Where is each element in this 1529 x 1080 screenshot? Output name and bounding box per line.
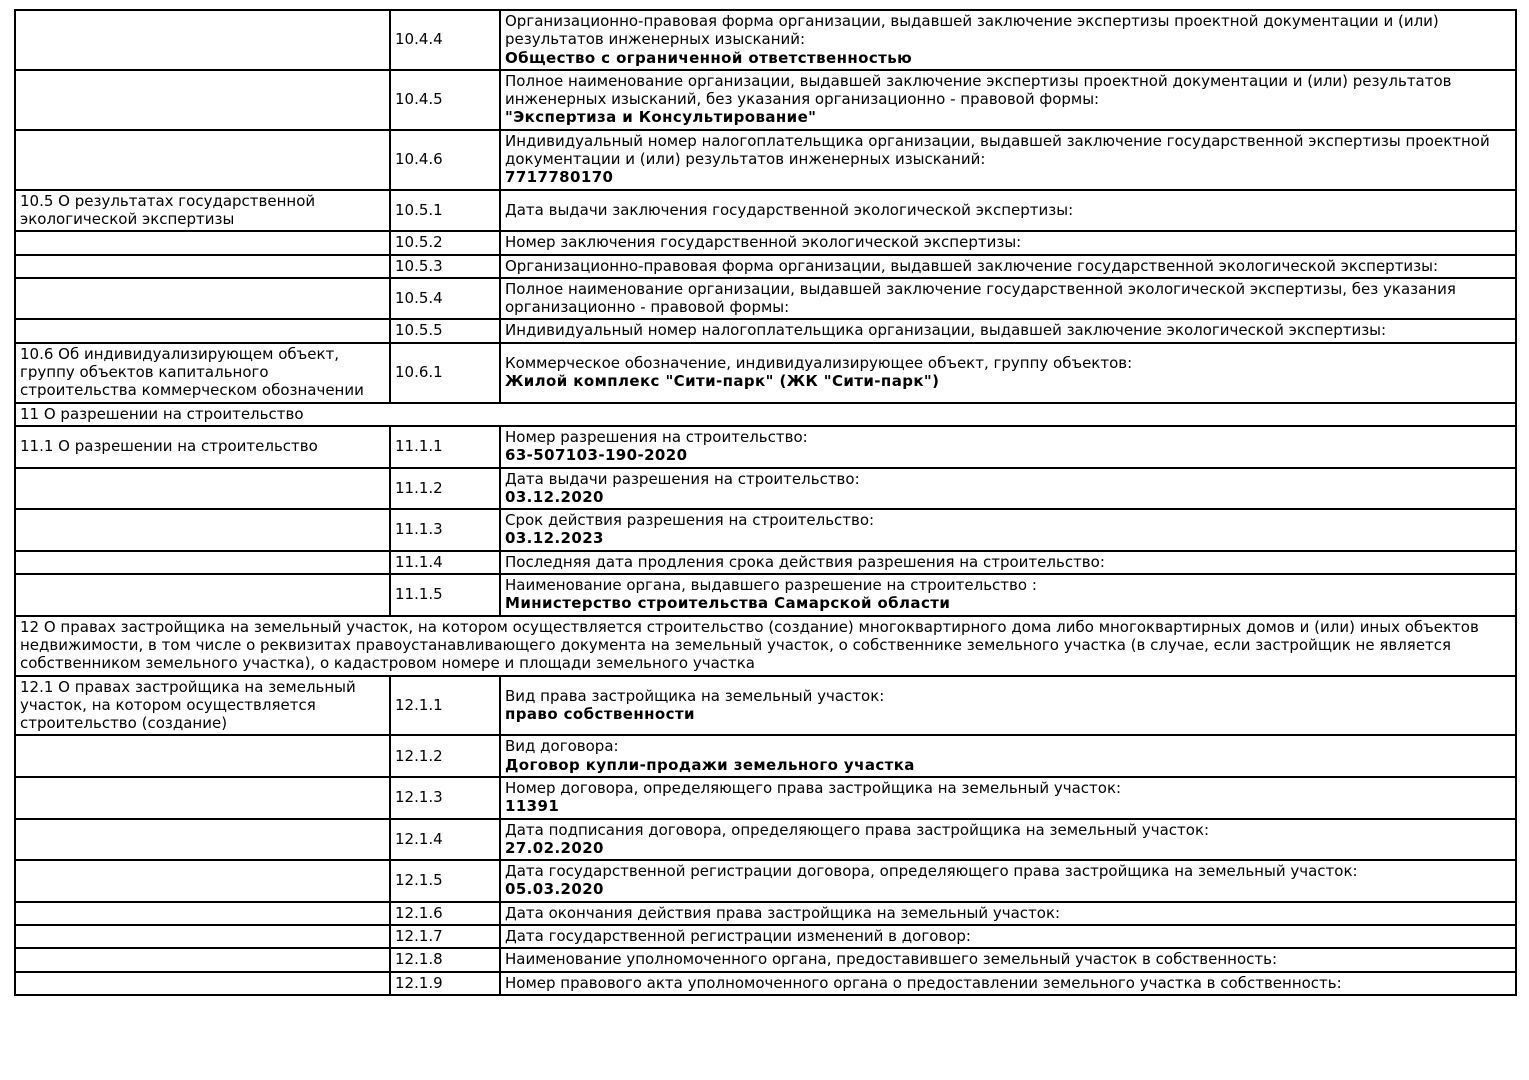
item-number: 10.5.3 [390, 255, 500, 278]
table-row [15, 70, 1516, 130]
table-row [15, 231, 1516, 254]
field-value: "Экспертиза и Консультирование" [505, 108, 817, 127]
section-cell [15, 574, 390, 616]
table-row [15, 190, 1516, 232]
field-value: Общество с ограниченной ответственностью [505, 48, 913, 67]
field-label: Дата подписания договора, определяющего права застройщика на земельный участок: [505, 820, 1210, 839]
section-cell [15, 231, 390, 254]
table-row [15, 10, 1516, 70]
field-label: Дата выдачи заключения государственной экологической экспертизы: [505, 200, 1074, 219]
item-number: 10.5.2 [390, 231, 500, 254]
field-label: Организационно-правовая форма организации, выдавшей заключение экспертизы проектной документации и (или) результатов инженерных изысканий: [505, 12, 1439, 49]
item-number: 11.1.5 [390, 574, 500, 616]
table-row [15, 278, 1516, 320]
table-row [15, 130, 1516, 190]
table-row [15, 255, 1516, 278]
item-number: 10.5.4 [390, 278, 500, 320]
section-cell [15, 948, 390, 971]
field-label: Номер разрешения на строительство: [505, 427, 808, 446]
item-number: 10.4.6 [390, 130, 500, 190]
description-cell [500, 902, 1516, 925]
section-cell [15, 735, 390, 777]
section-cell [15, 278, 390, 320]
description-cell [500, 925, 1516, 948]
table-row [15, 343, 1516, 403]
section-cell [15, 509, 390, 551]
item-number: 12.1.9 [390, 972, 500, 995]
description-cell [500, 130, 1516, 190]
description-cell [500, 777, 1516, 819]
section-cell [15, 10, 390, 70]
section-title: 12 О правах застройщика на земельный участок, на котором осуществляется строительство (создание) многоквартирного дома либо многоквартирных домов и (или) иных объектов недвижимости, в том числе о реквизитах правоустанавливающего документа на земельный участок, о собственнике земельного участка (в случае, если застройщик не является собственником земельного участка), о кадастровом номере и площади земельного участка [15, 616, 1516, 676]
description-cell [500, 860, 1516, 902]
section-cell [15, 972, 390, 995]
field-label: Вид права застройщика на земельный участок: [505, 686, 885, 705]
field-value: 7717780170 [505, 168, 614, 187]
section-cell [15, 70, 390, 130]
table-row [15, 902, 1516, 925]
section-cell: 12.1 О правах застройщика на земельный участок, на котором осуществляется строительство (создание) [15, 676, 390, 736]
description-cell [500, 10, 1516, 70]
item-number: 12.1.3 [390, 777, 500, 819]
description-cell [500, 551, 1516, 574]
description-cell [500, 972, 1516, 995]
field-label: Вид договора: [505, 737, 619, 756]
field-label: Дата государственной регистрации договора, определяющего права застройщика на земельный участок: [505, 862, 1358, 881]
table-row [15, 509, 1516, 551]
item-number: 11.1.1 [390, 426, 500, 468]
description-cell [500, 319, 1516, 342]
description-cell [500, 255, 1516, 278]
field-label: Номер заключения государственной экологической экспертизы: [505, 233, 1022, 252]
field-label: Дата окончания действия права застройщика на земельный участок: [505, 903, 1061, 922]
table-row [15, 860, 1516, 902]
field-value: 27.02.2020 [505, 838, 604, 857]
field-label: Дата выдачи разрешения на строительство: [505, 469, 860, 488]
item-number: 10.4.4 [390, 10, 500, 70]
item-number: 10.5.5 [390, 319, 500, 342]
field-label: Организационно-правовая форма организации, выдавшей заключение государственной экологической экспертизы: [505, 256, 1439, 275]
field-label: Номер правового акта уполномоченного органа о предоставлении земельного участка в собственность: [505, 973, 1342, 992]
declaration-table [14, 9, 1517, 996]
table-row [15, 925, 1516, 948]
section-cell [15, 819, 390, 861]
field-label: Наименование органа, выдавшего разрешение на строительство : [505, 576, 1037, 595]
field-label: Коммерческое обозначение, индивидуализирующее объект, группу объектов: [505, 353, 1133, 372]
item-number: 12.1.8 [390, 948, 500, 971]
field-label: Полное наименование организации, выдавшей заключение экспертизы проектной документации и (или) результатов инженерных изысканий, без указания организационно - правовой формы: [505, 71, 1452, 109]
section-header-row [15, 616, 1516, 676]
item-number: 10.6.1 [390, 343, 500, 403]
section-cell [15, 860, 390, 902]
description-cell [500, 190, 1516, 232]
description-cell [500, 70, 1516, 130]
section-cell [15, 925, 390, 948]
section-cell [15, 319, 390, 342]
item-number: 11.1.2 [390, 468, 500, 510]
description-cell [500, 343, 1516, 403]
table-row [15, 948, 1516, 971]
section-cell [15, 551, 390, 574]
description-cell [500, 231, 1516, 254]
section-cell [15, 777, 390, 819]
field-label: Индивидуальный номер налогоплательщика организации, выдавшей заключение экологической экспертизы: [505, 321, 1387, 340]
item-number: 11.1.3 [390, 509, 500, 551]
item-number: 10.5.1 [390, 190, 500, 232]
description-cell [500, 676, 1516, 736]
section-title: 11 О разрешении на строительство [15, 403, 1516, 426]
item-number: 12.1.2 [390, 735, 500, 777]
section-cell: 10.6 Об индивидуализирующем объект, группу объектов капитального строительства коммерческом обозначении [15, 343, 390, 403]
section-cell [15, 902, 390, 925]
field-value: 11391 [505, 797, 560, 816]
description-cell [500, 948, 1516, 971]
table-row [15, 468, 1516, 510]
table-row [15, 551, 1516, 574]
description-cell [500, 574, 1516, 616]
field-label: Наименование уполномоченного органа, предоставившего земельный участок в собственность: [505, 950, 1278, 969]
field-value: 03.12.2023 [505, 529, 604, 548]
description-cell [500, 819, 1516, 861]
field-label: Полное наименование организации, выдавшей заключение государственной экологической экспертизы, без указания организационно - правовой формы: [505, 279, 1456, 317]
section-cell [15, 130, 390, 190]
field-value: 63-507103-190-2020 [505, 446, 688, 465]
description-cell [500, 735, 1516, 777]
item-number: 12.1.5 [390, 860, 500, 902]
item-number: 12.1.7 [390, 925, 500, 948]
section-cell [15, 255, 390, 278]
description-cell [500, 468, 1516, 510]
field-label: Дата государственной регистрации изменений в договор: [505, 927, 971, 946]
table-row [15, 972, 1516, 995]
section-cell: 11.1 О разрешении на строительство [15, 426, 390, 468]
table-row [15, 735, 1516, 777]
field-value: 03.12.2020 [505, 487, 604, 506]
table-row [15, 574, 1516, 616]
item-number: 12.1.4 [390, 819, 500, 861]
field-value: Договор купли-продажи земельного участка [505, 755, 915, 774]
field-value: Жилой комплекс "Сити-парк" (ЖК "Сити-парк") [505, 372, 940, 391]
item-number: 12.1.6 [390, 902, 500, 925]
item-number: 10.4.5 [390, 70, 500, 130]
field-label: Срок действия разрешения на строительство: [505, 511, 875, 530]
table-row [15, 819, 1516, 861]
section-header-row [15, 403, 1516, 426]
description-cell [500, 509, 1516, 551]
table-row [15, 777, 1516, 819]
field-label: Номер договора, определяющего права застройщика на земельный участок: [505, 778, 1122, 797]
section-cell: 10.5 О результатах государственной экологической экспертизы [15, 190, 390, 232]
section-cell [15, 468, 390, 510]
description-cell [500, 426, 1516, 468]
field-value: право собственности [505, 704, 695, 723]
table-row [15, 676, 1516, 736]
table-row [15, 426, 1516, 468]
field-value: 05.03.2020 [505, 880, 604, 899]
field-label: Последняя дата продления срока действия разрешения на строительство: [505, 552, 1105, 571]
table-row [15, 319, 1516, 342]
field-value: Министерство строительства Самарской области [505, 594, 951, 613]
item-number: 11.1.4 [390, 551, 500, 574]
description-cell [500, 278, 1516, 320]
item-number: 12.1.1 [390, 676, 500, 736]
field-label: Индивидуальный номер налогоплательщика организации, выдавшей заключение государственной экспертизы проектной документации и (или) результатов инженерных изысканий: [505, 131, 1490, 169]
